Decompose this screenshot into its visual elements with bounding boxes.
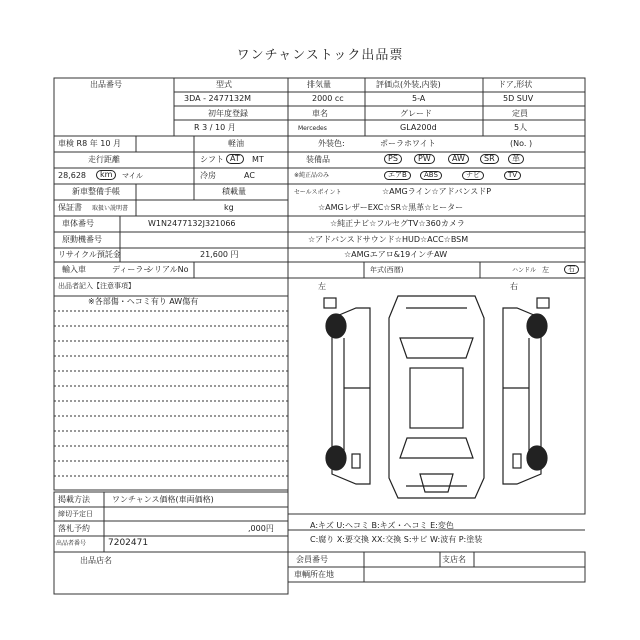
grade-eval-label: 評価点(外装,内装) bbox=[376, 80, 441, 89]
grade-label: グレード bbox=[400, 109, 432, 118]
equipment-leather: 革 bbox=[508, 154, 524, 164]
handle-right: 右 bbox=[564, 265, 579, 274]
equipment-ps: PS bbox=[384, 154, 402, 164]
mileage-value: 28,628 bbox=[58, 171, 86, 180]
branch-label: 支店名 bbox=[442, 555, 466, 564]
vehicle-location-label: 車輌所在地 bbox=[294, 570, 334, 579]
recycle-value: 21,600 円 bbox=[200, 250, 239, 259]
door-label: ドア,形状 bbox=[498, 80, 533, 89]
equipment-navi: ナビ bbox=[462, 171, 484, 180]
first-reg-value: R 3 / 10 月 bbox=[194, 123, 236, 132]
equipment-label: 装備品 bbox=[306, 155, 330, 164]
reserve-price-value: ,000円 bbox=[248, 524, 274, 533]
sales-point-label: セールスポイント bbox=[294, 189, 342, 196]
grade-eval-value: 5-A bbox=[412, 94, 426, 103]
equipment-airbag: エアB bbox=[384, 171, 411, 180]
car-name-label: 車名 bbox=[312, 109, 328, 118]
loading-capacity-label: 積載量 bbox=[222, 187, 246, 196]
warranty-label: 保証書 bbox=[58, 203, 82, 212]
dealer-label: ディーラー bbox=[112, 265, 152, 274]
car-damage-diagram bbox=[288, 278, 585, 514]
member-number-label: 出品者番号 bbox=[56, 540, 87, 547]
equipment-pw: PW bbox=[414, 154, 435, 164]
equipment-abs: ABS bbox=[420, 171, 442, 180]
reserve-price-label: 落札予約 bbox=[58, 524, 90, 533]
new-car-manual-label: 新車整備手帳 bbox=[72, 187, 120, 196]
vin-label: 車体番号 bbox=[62, 219, 94, 228]
car-name-value: Mercedes bbox=[298, 125, 327, 132]
first-reg-label: 初年度登録 bbox=[208, 109, 248, 118]
model-label: 型式 bbox=[216, 80, 232, 89]
equipment-aw: AW bbox=[448, 154, 469, 164]
warranty-note: 取扱い説明書 bbox=[92, 205, 129, 212]
sales-point-1: ☆AMGライン☆アドバンスドP bbox=[382, 187, 492, 196]
capacity-label: 定員 bbox=[512, 109, 528, 118]
displacement-label: 排気量 bbox=[307, 80, 331, 89]
shift-at: AT bbox=[226, 154, 244, 164]
lot-number-label: 出品番号 bbox=[90, 80, 122, 89]
member-label: 会員番号 bbox=[296, 555, 328, 564]
member-number-value: 7202471 bbox=[108, 538, 149, 548]
end-date-label: 締切予定日 bbox=[58, 510, 93, 518]
recycle-label: リサイクル預託金 bbox=[58, 250, 121, 259]
serial-number-label: シリアルNo bbox=[146, 265, 189, 274]
import-car-label: 輸入車 bbox=[62, 265, 86, 274]
sales-point-4: ☆アドバンスドサウンド☆HUD☆ACC☆BSM bbox=[308, 235, 469, 244]
handle-label: ハンドル bbox=[512, 267, 537, 274]
diagram-right-label: 右 bbox=[510, 282, 518, 291]
capacity-value: 5人 bbox=[514, 123, 528, 132]
diagram-left-label: 左 bbox=[318, 282, 326, 291]
shift-mt: MT bbox=[252, 155, 264, 164]
sales-point-5: ☆AMGエアロ&19インチAW bbox=[344, 250, 448, 259]
notes-line-1: ※各部傷・ヘコミ有り AW傷有 bbox=[88, 297, 199, 306]
exterior-color-value: ポーラホワイト bbox=[380, 139, 436, 148]
handle-left: 左 bbox=[542, 266, 549, 274]
displacement-value: 2000 cc bbox=[312, 94, 344, 103]
model-year-label: 年式(西暦) bbox=[370, 266, 404, 274]
listing-method-value: ワンチャンス価格(車両価格) bbox=[112, 495, 214, 504]
loading-capacity-unit: kg bbox=[224, 203, 234, 212]
equipment-tv: TV bbox=[504, 171, 521, 180]
vin-value: W1N2477132J321066 bbox=[148, 219, 236, 228]
mileage-label: 走行距離 bbox=[88, 155, 120, 164]
sheet-title: ワンチャンストック出品票 bbox=[236, 48, 404, 63]
listing-method-label: 掲載方法 bbox=[58, 495, 90, 504]
aircon-value: AC bbox=[244, 171, 255, 180]
exterior-color-label: 外装色: bbox=[318, 139, 345, 148]
grade-value: GLA200d bbox=[400, 123, 437, 132]
fuel-type: 軽油 bbox=[228, 139, 244, 148]
damage-legend-line-1: A:キズ U:ヘコミ B:キズ・ヘコミ E:変色 bbox=[310, 521, 454, 530]
color-number: (No. ) bbox=[510, 139, 533, 148]
damage-legend-line-2: C:腐り X:要交換 XX:交換 S:サビ W:波有 P:塗装 bbox=[310, 535, 483, 544]
notes-header: 出品者記入【注意事項】 bbox=[58, 282, 135, 290]
sales-point-2: ☆AMGレザーEXC☆SR☆黒革☆ヒーター bbox=[318, 203, 464, 212]
mileage-unit-mile: マイル bbox=[122, 172, 143, 180]
model-value: 3DA - 2477132M bbox=[184, 94, 252, 103]
shift-label: シフト bbox=[200, 155, 224, 164]
equipment-sr: SR bbox=[480, 154, 499, 164]
door-value: 5D SUV bbox=[503, 94, 534, 103]
equipment-genuine-note: ※純正品のみ bbox=[294, 172, 330, 179]
sales-point-3: ☆純正ナビ☆フルセグTV☆360カメラ bbox=[330, 219, 465, 228]
aircon-label: 冷房 bbox=[200, 171, 216, 180]
mileage-unit-km: km bbox=[96, 170, 116, 180]
engine-number-label: 原動機番号 bbox=[62, 235, 102, 244]
shop-name-label: 出品店名 bbox=[80, 556, 112, 565]
inspection: 車検 R8 年 10 月 bbox=[58, 139, 121, 148]
